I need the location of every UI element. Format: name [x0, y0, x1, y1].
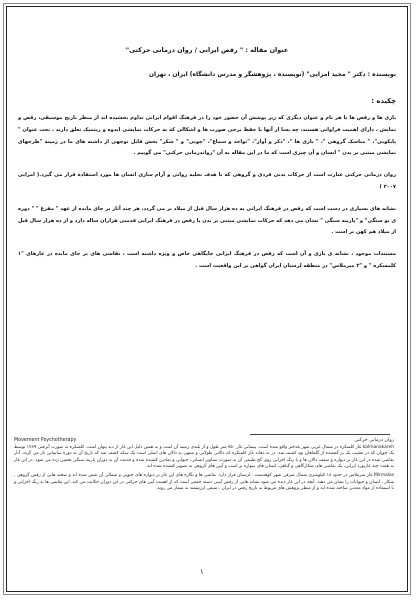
footnote-2: Mirmalas غار میرملاس در حدود ۱۸ کیلومتری شمال شرقی شهر کوهدشت ، لرستان قرار دارد. نقاشی ها و نگاره های این غار بر دیواره های جنوبی و شمالی آن نقش شده اند و صحنه هایی از رقص گروهی ، شکار ، انسان و حیوانات را نشان می دهند. آنچه در این غار دیده می شود نشانه هایی از رقص آیینی دسته جمعی است که از اهمیت آیین های حرکتی در این دوران حکایت می کند. این نقاشی ها به رنگ اخرایی و با استفاده از مواد معدنی ساخته شده اند و از منظر پژوهش های مربوط به تاریخ رقص در ایران ، منبعی ارزشمند به شمار می روند.: [14, 472, 394, 492]
article-title: عنوان مقاله : " رقص ایرانی / روان درمانی حرکتی": [125, 46, 289, 54]
author-line: نویسنده : دکتر " مجید امرایی" (نویسنده ، پژوهشگر و مدرس دانشگاه) ایران ، تهران: [148, 71, 396, 78]
footnote-separator: [250, 434, 390, 435]
paragraph-2: روان درمانی حرکتی عبارت است از حرکات بدنی فردی و گروهی که با هدف تخلیه روانی و آرام سازی انسان ها مورد استفاده قرار می گیرد.( امرایی ۲۰۰۷ ): [18, 172, 396, 190]
footnote-1: kalmanakareh غار کلمنکره در شمال غربی شهر پلدختر واقع شده است. پیشانی غار ۷۵۰ متر طول و از بلندی زمینه آن است و به همین دلیل این غار از دید پنهان است. کلمنکره به صورت آبرفتی ۱۳۸۹ توسط یک چوپان که در تعقیب یک بز گمشده از گلماهان بود کشف شد. در ته دهانه غار کلمنکره که دالانی طولانی و منتهی به دالان های اصلی است یک سکه کشف شد که تاریخ آن به دوره ساسانی باز می گردد. آثار نقاشی شده در این غار بر دیواره و سقف دالان ها و با رنگ اخرایی روی گچ طبیعی آن به صورت تصاویر انسانی، حیوانی و نمادین کشیده شده و قدمت آن به دوران پارینه سنگی تخمین زده می شود. در این غار به همت چند غارنورد ایرانی، یک نقاشی های شکارگاهی و گیاهی، انسان های سواره بر اسب و آیین های گروهی به تصویر کشیده شده اند.: [14, 444, 395, 470]
document-body: [18, 14, 396, 283]
paragraph-3: نشانه های بسیاری در دست است که رقص در فرهنگ ایرانی به ده هزار سال قبل از میلاد بر می گردد، هر چند آثار بر جای مانده از عهد " مفرغ " " دوره ی نو سنگی" و "پارینه سنگی " نشان می دهد که حرکات نمایشی مبتنی بر بدن یا رقص در فرهنگ ایرانی قدمتی هزاران ساله دارد و از ده هزار سال قبل از میلاد هم کهن تر است .: [18, 205, 396, 236]
footnote-heading: [14, 438, 394, 445]
paragraph-1: بازی ها و رقص ها با هر نام و عنوان دیگری که زیر پوشش آن حضور خود را در فرهنگ اقوام ایرانی تداوم بخشیده اند از منظر تاریخ موسیقی، رقص و نمایش ، دارای اهمیت فراوانی هستند، چه بسا از آنها با حفظ برخی صورت ها و اشکالی که به حرکات نمایشی ابدوه و ریتمیک تعلق دارند ، تحت عنوان " پایکوبی"، " مناسک گروهی "، " بازی ها "، "ذکر و آواز"، "تواجد و سماع"، "چوبی" و " شکر" بخش قابل توجهی از داشته های ما در زمینه "طرحهای نمایشی مبتنی بر بدن " انسان و آن چیزی است که ما در این مقاله به آن "رواندرمانی حرکتی" می گوییم .: [18, 115, 396, 157]
footnote-heading-persian: روان درمانی حرکتی: [354, 438, 394, 443]
abstract-heading: چکیده :: [371, 97, 396, 105]
footnotes: [14, 438, 394, 495]
footnote-heading-english: Movement Psychotherapy: [14, 438, 77, 443]
paragraph-4: مستندات موجود ، نشانه ی بازی و آن است که رقص در فرهنگ ایرانی جایگاهی خاص و ویژه داشته است ، نقاشی های بر جای مانده در غارهای "۱ کلمسکره " و "۲ میرملاس" در منطقه لرستان ایران گواهی بر این واقعیت است .: [18, 251, 396, 269]
page-number: ۱: [200, 568, 204, 576]
